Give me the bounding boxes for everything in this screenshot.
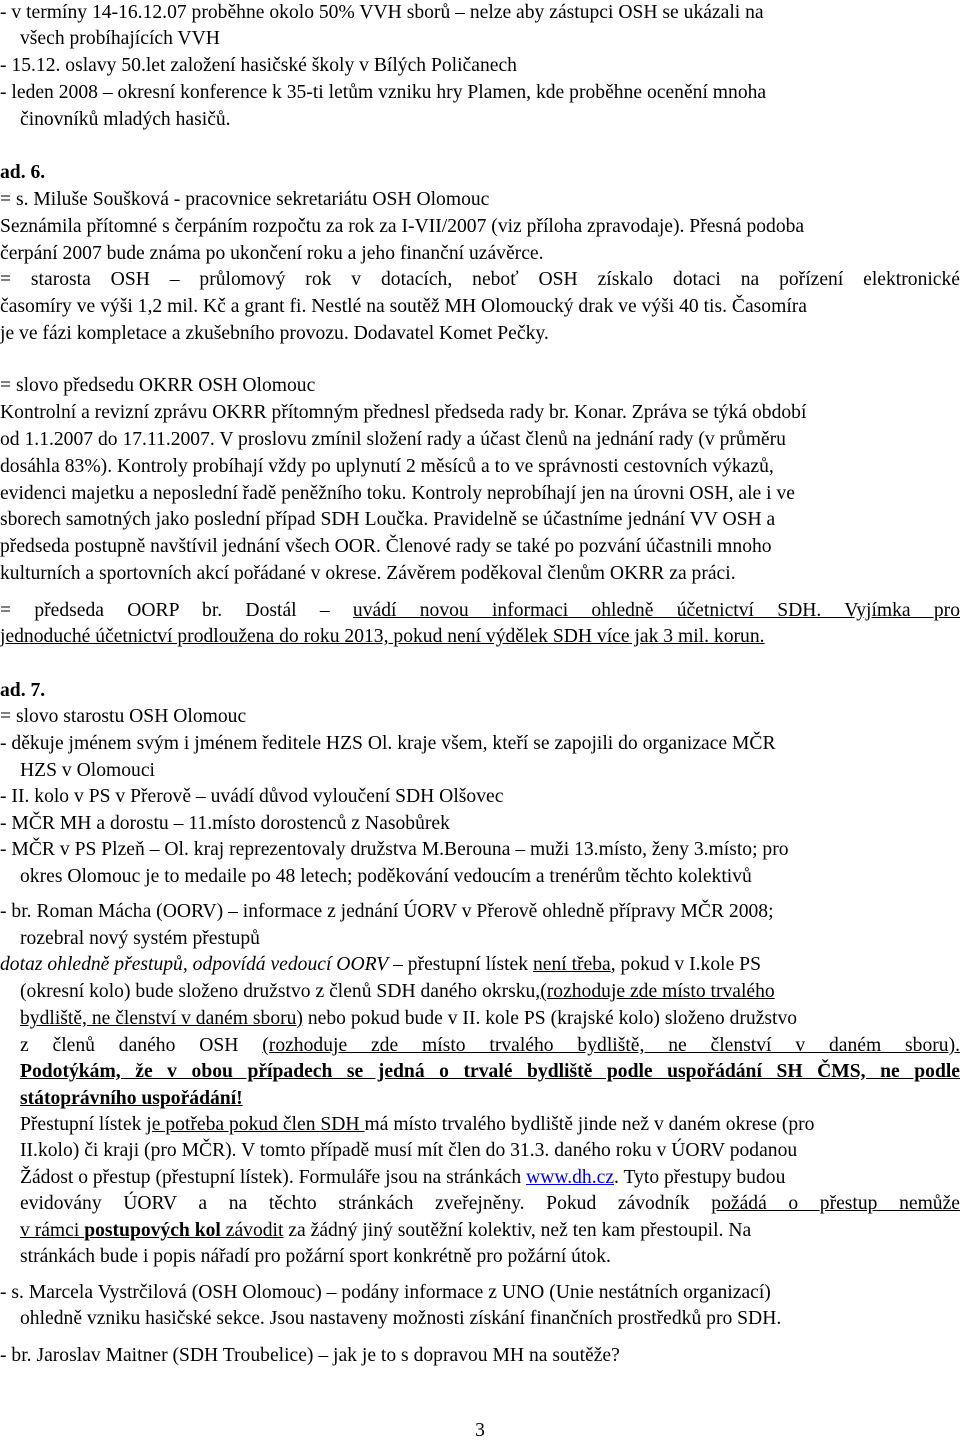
text-line: HZS v Olomouci — [20, 760, 155, 781]
text-line: je ve fázi kompletace a zkušebního provozu. Dodavatel Komet Pečky. — [0, 323, 549, 344]
text-line: rozebral nový systém přestupů — [20, 928, 260, 949]
text-line: bydliště, ne členství v daném sboru) nebo pokud bude v II. kole PS (krajské kolo) složeno družstvo — [20, 1008, 798, 1029]
text-line: sborech samotných jako poslední případ SDH Loučka. Pravidelně se účastníme jednání VV OSH a — [0, 509, 776, 530]
text-line: - v termíny 14-16.12.07 proběhne okolo 50% VVH sborů – nelze aby zástupci OSH se ukázali na — [0, 2, 764, 23]
text-line: - MČR v PS Plzeň – Ol. kraj reprezentovaly družstva M.Berouna – muži 13.místo, ženy 3.místo; pro — [0, 839, 789, 860]
text-line: z členů daného OSH (rozhoduje zde místo trvalého bydliště, ne členství v daném sboru). — [20, 1035, 960, 1056]
text-line: Podotýkám, že v obou případech se jedná o trvalé bydliště podle uspořádání SH ČMS, ne podle — [20, 1061, 960, 1082]
text-line: činovníků mladých hasičů. — [20, 109, 231, 130]
text-line: kulturních a sportovních akcí pořádané v okrese. Závěrem poděkoval členům OKRR za práci. — [0, 563, 736, 584]
text-line: - s. Marcela Vystrčilová (OSH Olomouc) – podány informace z UNO (Unie nestátních organizací) — [0, 1282, 771, 1303]
text-line: - děkuje jménem svým i jménem ředitele HZS Ol. kraje všem, kteří se zapojili do organizace MČR — [0, 733, 776, 754]
text-line: v rámci postupových kol závodit za žádný jiný soutěžní kolektiv, než ten kam přestoupil. Na — [20, 1220, 752, 1241]
text-line: - 15.12. oslavy 50.let založení hasičské školy v Bílých Poličanech — [0, 55, 517, 76]
text-line: Seznámila přítomné s čerpáním rozpočtu za rok za I-VII/2007 (viz příloha zpravodaje). Přesná podoba — [0, 216, 805, 237]
text-line: (okresní kolo) bude složeno družstvo z členů SDH daného okrsku,(rozhoduje zde místo trvalého — [20, 981, 775, 1002]
dh-cz-link[interactable]: www.dh.cz — [526, 1167, 615, 1188]
page-number: 3 — [475, 1420, 485, 1441]
section-heading: ad. 6. — [0, 162, 46, 183]
text-line: předseda postupně navštívil jednání všech OOR. Členové rady se také po pozvání účastnili mnoho — [0, 536, 772, 557]
text-line: časomíry ve výši 1,2 mil. Kč a grant fi. Nestlé na soutěž MH Olomoucký drak ve výši 40 tis. Časomíra — [0, 296, 807, 317]
text-line: = starosta OSH – průlomový rok v dotacích, neboť OSH získalo dotaci na pořízení elektronické — [0, 269, 960, 290]
text-line: = slovo starostu OSH Olomouc — [0, 706, 247, 727]
text-line: Kontrolní a revizní zprávu OKRR přítomným přednesl předseda rady br. Konar. Zpráva se týká období — [0, 402, 807, 423]
text-line: Přestupní lístek je potřeba pokud člen SDH má místo trvalého bydliště jinde než v daném okrese (pro — [20, 1114, 815, 1135]
text-line: okres Olomouc je to medaile po 48 letech; poděkování vedoucím a trenérům těchto kolektivů — [20, 866, 752, 887]
text-line: - br. Jaroslav Maitner (SDH Troubelice) – jak je to s dopravou MH na soutěže? — [0, 1345, 620, 1366]
text-line: stránkách bude i popis nářadí pro požární sport konkrétně pro požární útok. — [20, 1246, 611, 1267]
text-line: - II. kolo v PS v Přerově – uvádí důvod vyloučení SDH Olšovec — [0, 786, 504, 807]
text-line: ohledně vzniku hasičské sekce. Jsou nastaveny možnosti získání finančních prostředků pro SDH. — [20, 1308, 782, 1329]
text-line: dosáhla 83%). Kontroly probíhají vždy po uplynutí 2 měsíců a to ve správnosti cestovních výkazů, — [0, 456, 774, 477]
text-line: všech probíhajících VVH — [20, 28, 220, 49]
text-line: státoprávního uspořádání! — [20, 1088, 243, 1109]
section-heading: ad. 7. — [0, 680, 46, 701]
text-line: evidovány ÚORV a na těchto stránkách zveřejněny. Pokud závodník požádá o přestup nemůže — [20, 1193, 960, 1214]
text-line: II.kolo) či kraji (pro MČR). V tomto případě musí mít člen do 31.3. daného roku v ÚORV podanou — [20, 1140, 798, 1161]
text-line: dotaz ohledně přestupů, odpovídá vedoucí OORV – přestupní lístek není třeba, pokud v I.kole PS — [0, 954, 761, 975]
text-line: = slovo předsedu OKRR OSH Olomouc — [0, 375, 316, 396]
text-line: = s. Miluše Soušková - pracovnice sekretariátu OSH Olomouc — [0, 189, 490, 210]
text-line: jednoduché účetnictví prodloužena do roku 2013, pokud není výdělek SDH více jak 3 mil. korun. — [0, 626, 765, 647]
text-line: = předseda OORP br. Dostál – uvádí novou informaci ohledně účetnictví SDH. Vyjímka pro — [0, 600, 960, 621]
text-line: - br. Roman Mácha (OORV) – informace z jednání ÚORV v Přerově ohledně přípravy MČR 2008; — [0, 901, 774, 922]
text-line: od 1.1.2007 do 17.11.2007. V proslovu zmínil složení rady a účast členů na jednání rady (v průměru — [0, 429, 786, 450]
text-line: Žádost o přestup (přestupní lístek). Formuláře jsou na stránkách www.dh.cz. Tyto přestupy budou — [20, 1167, 786, 1188]
text-line: čerpání 2007 bude známa po ukončení roku a jeho finanční uzávěrce. — [0, 243, 544, 264]
text-line: - leden 2008 – okresní konference k 35-ti letům vzniku hry Plamen, kde proběhne ocenění mnoha — [0, 82, 767, 103]
text-line: evidenci majetku a neposlední řadě peněžního toku. Kontroly neprobíhají jen na úrovni OSH, ale i ve — [0, 483, 795, 504]
text-line: - MČR MH a dorostu – 11.místo dorostenců z Nasobůrek — [0, 813, 450, 834]
